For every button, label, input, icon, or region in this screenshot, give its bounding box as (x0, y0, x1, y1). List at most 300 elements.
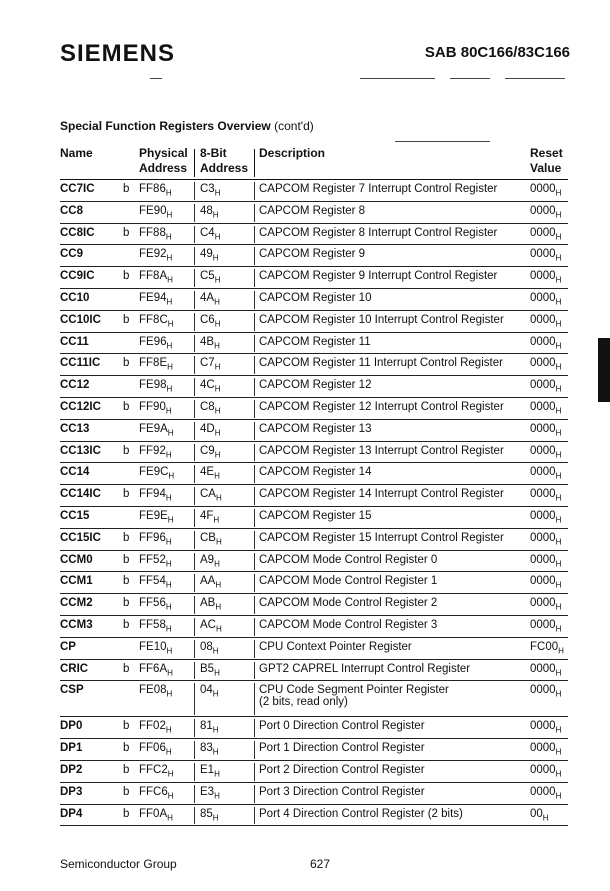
table-row (0, 202, 610, 224)
short-address: $C6_H$ (200, 313, 221, 329)
reset-value: $0000_H$ (530, 291, 562, 307)
register-name: CSP (60, 684, 84, 697)
bit-addressable-flag: b (123, 270, 130, 283)
register-description (259, 466, 371, 478)
reset-value: $0000_H$ (530, 575, 562, 590)
description-line: CAPCOM Register 11 Interrupt Control Register (259, 357, 503, 370)
register-name: CC13 (60, 422, 90, 435)
register-name: CC15 (60, 509, 90, 522)
column-divider (194, 553, 195, 571)
bit-addressable-flag: b (123, 763, 130, 776)
physical-address: $FE08_H$ (139, 684, 173, 699)
column-divider (254, 247, 255, 265)
register-description (259, 314, 504, 326)
register-name: DP3 (60, 785, 83, 798)
bit-addressable-flag: b (123, 575, 130, 588)
scan-dash (150, 78, 162, 79)
short-address: $4C_H$ (200, 379, 221, 394)
section-title (60, 119, 314, 133)
page-edge-tab (598, 338, 610, 402)
short-address: $49_H$ (200, 248, 219, 263)
physical-address: $FF6A_H$ (139, 662, 173, 677)
table-row (0, 805, 610, 827)
reset-value: $0000_H$ (530, 785, 562, 801)
column-divider (254, 356, 255, 374)
description-line: Port 0 Direction Control Register (259, 720, 425, 733)
column-divider (254, 640, 255, 658)
physical-address: $FF96_H$ (139, 531, 172, 547)
bit-addressable-flag: b (123, 531, 130, 544)
description-line-2: (2 bits, read only) (259, 696, 348, 709)
column-header-description-text: Description (259, 146, 326, 160)
column-divider (254, 807, 255, 825)
register-name: CC15IC (60, 531, 101, 544)
bit-addressable-flag: b (123, 553, 130, 566)
column-divider (194, 149, 195, 177)
column-divider (194, 785, 195, 803)
bit-addressable-flag: b (123, 444, 130, 457)
column-divider (254, 763, 255, 781)
column-divider (194, 444, 195, 462)
register-table (0, 180, 610, 826)
column-divider (194, 662, 195, 680)
short-address: $4A_H$ (200, 291, 220, 307)
document-code: SAB 80C166/83C166 (424, 44, 570, 61)
physical-address: $FF90_H$ (139, 400, 172, 416)
description-line: Port 1 Direction Control Register (259, 742, 425, 755)
column-divider (254, 226, 255, 244)
register-description (259, 510, 371, 522)
column-header-reset-line2: Value (530, 161, 562, 175)
short-address: $4D_H$ (200, 422, 221, 438)
reset-value: $0000_H$ (530, 183, 562, 198)
table-row (0, 398, 610, 420)
table-row (0, 660, 610, 682)
column-divider (194, 763, 195, 781)
table-row (0, 551, 610, 573)
reset-value: $0000_H$ (530, 488, 562, 503)
column-divider (254, 509, 255, 527)
short-address: $CB_H$ (200, 531, 222, 547)
column-divider (194, 487, 195, 505)
reset-value: $0000_H$ (530, 270, 562, 285)
physical-address: $FF02_H$ (139, 720, 172, 735)
register-description (259, 445, 504, 457)
description-line: CPU Code Segment Pointer Register (259, 684, 449, 697)
description-line: Port 3 Direction Control Register (259, 785, 425, 798)
register-name: CCM2 (60, 597, 93, 610)
reset-value: $FC00_H$ (530, 640, 564, 656)
physical-address: $FF8C_H$ (139, 313, 174, 329)
column-divider (254, 422, 255, 440)
reset-value: $0000_H$ (530, 422, 562, 438)
physical-address: $FF52_H$ (139, 553, 172, 568)
short-address: $CA_H$ (200, 488, 222, 503)
short-address: $B5_H$ (200, 662, 220, 677)
bit-addressable-flag: b (123, 597, 130, 610)
physical-address: $FF86_H$ (139, 183, 172, 198)
column-divider (194, 182, 195, 200)
column-header-physical-line2: Address (139, 161, 188, 175)
reset-value: $0000_H$ (530, 763, 562, 779)
description-line: CAPCOM Register 8 Interrupt Control Register (259, 226, 498, 239)
description-line: CAPCOM Mode Control Register 0 (259, 553, 438, 566)
column-header-reset (530, 146, 563, 176)
reset-value: $0000_H$ (530, 466, 562, 481)
column-divider (254, 596, 255, 614)
register-name: DP4 (60, 807, 83, 820)
short-address: $E3_H$ (200, 785, 220, 801)
column-header-description (259, 146, 325, 161)
register-description (259, 357, 503, 369)
description-line: CAPCOM Register 12 Interrupt Control Register (259, 400, 504, 413)
register-description (259, 554, 437, 566)
description-line: Port 4 Direction Control Register (2 bits) (259, 807, 463, 820)
column-divider (194, 400, 195, 418)
physical-address: $FF94_H$ (139, 488, 172, 503)
register-description (259, 183, 497, 195)
short-address: $AC_H$ (200, 618, 222, 634)
physical-address: $FF92_H$ (139, 444, 172, 459)
register-name: CCM1 (60, 575, 93, 588)
scan-dash (360, 78, 435, 79)
table-row (0, 761, 610, 783)
short-address: $AA_H$ (200, 575, 222, 590)
table-row (0, 245, 610, 267)
column-divider (254, 741, 255, 759)
bit-addressable-flag: b (123, 357, 130, 370)
footer-group: Semiconductor Group (60, 857, 177, 871)
physical-address: $FE90_H$ (139, 204, 173, 220)
scan-dash (505, 78, 565, 79)
register-name: CC8 (60, 204, 84, 217)
register-description (259, 764, 425, 776)
bit-addressable-flag: b (123, 742, 130, 755)
short-address: $AB_H$ (200, 597, 222, 612)
bit-addressable-flag: b (123, 226, 130, 239)
column-divider (254, 182, 255, 200)
column-divider (194, 741, 195, 759)
physical-address: $FF88_H$ (139, 226, 172, 241)
register-name: CC12 (60, 379, 90, 392)
column-divider (254, 313, 255, 331)
description-line: CAPCOM Register 15 (259, 509, 372, 522)
description-line: CAPCOM Register 10 (259, 291, 372, 304)
column-divider (194, 269, 195, 287)
register-description (259, 575, 437, 587)
column-header-name (60, 146, 93, 161)
column-header-physical-line1: Physical (139, 146, 188, 160)
register-description (259, 401, 504, 413)
register-name: CRIC (60, 662, 89, 675)
register-description (259, 720, 425, 732)
column-divider (194, 356, 195, 374)
register-description (259, 423, 371, 435)
physical-address: $FF06_H$ (139, 742, 172, 757)
short-address: $E1_H$ (200, 763, 220, 779)
table-row (0, 463, 610, 485)
bit-addressable-flag: b (123, 807, 130, 820)
column-divider (194, 509, 195, 527)
register-description (259, 641, 412, 653)
column-divider (194, 683, 195, 715)
column-divider (254, 335, 255, 353)
short-address: $C5_H$ (200, 270, 221, 285)
column-divider (254, 719, 255, 737)
description-line: Port 2 Direction Control Register (259, 763, 425, 776)
column-divider (194, 335, 195, 353)
description-line: CAPCOM Mode Control Register 2 (259, 597, 438, 610)
column-divider (194, 378, 195, 396)
physical-address: $FFC6_H$ (139, 785, 174, 801)
column-header-8bit (200, 146, 248, 176)
reset-value: $0000_H$ (530, 379, 562, 394)
register-name: DP2 (60, 763, 83, 776)
column-divider (194, 596, 195, 614)
column-divider (254, 400, 255, 418)
column-divider (254, 574, 255, 592)
description-line: GPT2 CAPREL Interrupt Control Register (259, 662, 471, 675)
table-row (0, 681, 610, 717)
reset-value: $0000_H$ (530, 335, 562, 350)
section-title-cont: (cont'd) (274, 119, 314, 133)
physical-address: $FFC2_H$ (139, 763, 174, 779)
bit-addressable-flag: b (123, 183, 130, 195)
physical-address: $FF8E_H$ (139, 357, 173, 372)
column-divider (194, 313, 195, 331)
column-divider (194, 422, 195, 440)
column-divider (194, 247, 195, 265)
register-description (259, 619, 437, 631)
description-line: CAPCOM Register 14 (259, 466, 372, 479)
table-row (0, 485, 610, 507)
description-line: CAPCOM Register 8 (259, 204, 366, 217)
reset-value: $0000_H$ (530, 313, 562, 329)
register-name: CC14IC (60, 488, 101, 501)
physical-address: $FE98_H$ (139, 379, 173, 394)
register-name: CCM3 (60, 618, 93, 631)
register-name: CC10 (60, 291, 90, 304)
reset-value: $0000_H$ (530, 662, 562, 677)
register-description (259, 270, 497, 282)
register-name: DP1 (60, 742, 83, 755)
physical-address: $FE96_H$ (139, 335, 173, 350)
table-row (0, 638, 610, 660)
register-description (259, 292, 371, 304)
reset-value: $00_H$ (530, 807, 549, 822)
short-address: $C4_H$ (200, 226, 221, 241)
short-address: $81_H$ (200, 720, 219, 735)
column-divider (254, 378, 255, 396)
column-divider (254, 291, 255, 309)
table-row (0, 616, 610, 638)
table-row (0, 572, 610, 594)
register-description (259, 248, 365, 260)
physical-address: $FE9C_H$ (139, 466, 175, 481)
register-name: CCM0 (60, 553, 93, 566)
reset-value: $0000_H$ (530, 444, 562, 459)
register-description (259, 336, 371, 348)
short-address: $C9_H$ (200, 444, 221, 459)
column-divider (194, 618, 195, 636)
description-line: CAPCOM Mode Control Register 3 (259, 618, 438, 631)
register-name: CC9IC (60, 270, 95, 283)
column-divider (194, 226, 195, 244)
physical-address: $FE10_H$ (139, 640, 173, 656)
scan-dash (450, 78, 490, 79)
physical-address: $FF58_H$ (139, 618, 172, 634)
reset-value: $0000_H$ (530, 400, 562, 416)
column-divider (254, 204, 255, 222)
register-name: CC13IC (60, 444, 101, 457)
register-name: CC12IC (60, 400, 101, 413)
register-description (259, 227, 497, 239)
column-divider (254, 785, 255, 803)
physical-address: $FF56_H$ (139, 597, 172, 612)
column-divider (254, 487, 255, 505)
short-address: $48_H$ (200, 204, 219, 220)
column-divider (194, 807, 195, 825)
reset-value: $0000_H$ (530, 684, 562, 699)
table-row (0, 783, 610, 805)
column-header-8bit-line2: Address (200, 161, 249, 175)
bit-addressable-flag: b (123, 662, 130, 675)
short-address: $C8_H$ (200, 400, 221, 416)
column-divider (254, 683, 255, 715)
bit-addressable-flag: b (123, 400, 130, 413)
bit-addressable-flag: b (123, 785, 130, 798)
column-header-8bit-line1: 8-Bit (200, 146, 227, 160)
column-header-reset-line1: Reset (530, 146, 563, 160)
reset-value: $0000_H$ (530, 357, 562, 372)
register-description (259, 532, 504, 544)
column-divider (254, 531, 255, 549)
description-line: CAPCOM Register 15 Interrupt Control Register (259, 531, 504, 544)
table-row (0, 267, 610, 289)
short-address: $C3_H$ (200, 183, 221, 198)
table-row (0, 594, 610, 616)
table-row (0, 289, 610, 311)
short-address: $83_H$ (200, 742, 219, 757)
bit-addressable-flag: b (123, 313, 130, 326)
section-title-text: Special Function Registers Overview (60, 119, 271, 133)
scan-dash (395, 141, 490, 142)
reset-value: $0000_H$ (530, 720, 562, 735)
row-rule (60, 825, 568, 826)
physical-address: $FF54_H$ (139, 575, 172, 590)
register-description (259, 808, 463, 820)
description-line: CAPCOM Register 9 (259, 248, 366, 261)
short-address: $C7_H$ (200, 357, 221, 372)
table-row (0, 717, 610, 739)
description-line: CPU Context Pointer Register (259, 640, 412, 653)
register-name: CP (60, 640, 76, 653)
column-divider (254, 269, 255, 287)
description-line: CAPCOM Mode Control Register 1 (259, 575, 438, 588)
column-divider (194, 291, 195, 309)
column-divider (254, 662, 255, 680)
description-line: CAPCOM Register 13 (259, 422, 372, 435)
short-address: $04_H$ (200, 684, 219, 699)
column-divider (194, 465, 195, 483)
column-divider (194, 719, 195, 737)
physical-address: $FE92_H$ (139, 248, 173, 263)
table-row (0, 224, 610, 246)
bit-addressable-flag: b (123, 618, 130, 631)
register-name: CC10IC (60, 313, 101, 326)
reset-value: $0000_H$ (530, 509, 562, 525)
register-description (259, 205, 365, 217)
description-line: CAPCOM Register 7 Interrupt Control Register (259, 183, 498, 195)
register-name: CC11IC (60, 357, 101, 370)
short-address: $4F_H$ (200, 509, 220, 525)
physical-address: $FE94_H$ (139, 291, 173, 307)
table-row (0, 529, 610, 551)
description-line: CAPCOM Register 10 Interrupt Control Register (259, 313, 504, 326)
description-line: CAPCOM Register 9 Interrupt Control Register (259, 270, 498, 283)
register-name: CC11 (60, 335, 89, 348)
page-number: 627 (310, 857, 331, 871)
register-name: CC9 (60, 248, 84, 261)
reset-value: $0000_H$ (530, 618, 562, 634)
description-line: CAPCOM Register 13 Interrupt Control Register (259, 444, 504, 457)
description-line: CAPCOM Register 12 (259, 379, 372, 392)
reset-value: $0000_H$ (530, 531, 562, 547)
column-divider (254, 149, 255, 177)
short-address: $4E_H$ (200, 466, 220, 481)
register-name: CC8IC (60, 226, 95, 239)
reset-value: $0000_H$ (530, 553, 562, 568)
table-row (0, 333, 610, 355)
column-header-name-text: Name (60, 146, 93, 160)
register-description (259, 379, 371, 391)
table-row (0, 739, 610, 761)
register-description (259, 684, 449, 708)
bit-addressable-flag: b (123, 720, 130, 733)
description-line: CAPCOM Register 14 Interrupt Control Register (259, 488, 504, 501)
column-divider (254, 444, 255, 462)
table-row (0, 180, 610, 202)
physical-address: $FE9E_H$ (139, 509, 174, 525)
column-divider (254, 553, 255, 571)
short-address: $A9_H$ (200, 553, 220, 568)
short-address: $85_H$ (200, 807, 219, 822)
siemens-logo: SIEMENS (60, 40, 176, 67)
table-row (0, 376, 610, 398)
physical-address: $FF8A_H$ (139, 270, 173, 285)
table-row (0, 420, 610, 442)
column-divider (254, 465, 255, 483)
column-divider (254, 618, 255, 636)
bit-addressable-flag: b (123, 488, 130, 501)
register-description (259, 663, 470, 675)
short-address: $08_H$ (200, 640, 219, 656)
table-row (0, 311, 610, 333)
register-name: CC7IC (60, 183, 95, 195)
reset-value: $0000_H$ (530, 597, 562, 612)
table-row (0, 442, 610, 464)
physical-address: $FF0A_H$ (139, 807, 173, 822)
column-header-physical (139, 146, 188, 176)
column-divider (194, 531, 195, 549)
register-description (259, 597, 437, 609)
reset-value: $0000_H$ (530, 248, 562, 263)
description-line: CAPCOM Register 11 (259, 335, 371, 348)
register-name: CC14 (60, 466, 90, 479)
table-row (0, 354, 610, 376)
register-description (259, 488, 504, 500)
reset-value: $0000_H$ (530, 226, 562, 241)
